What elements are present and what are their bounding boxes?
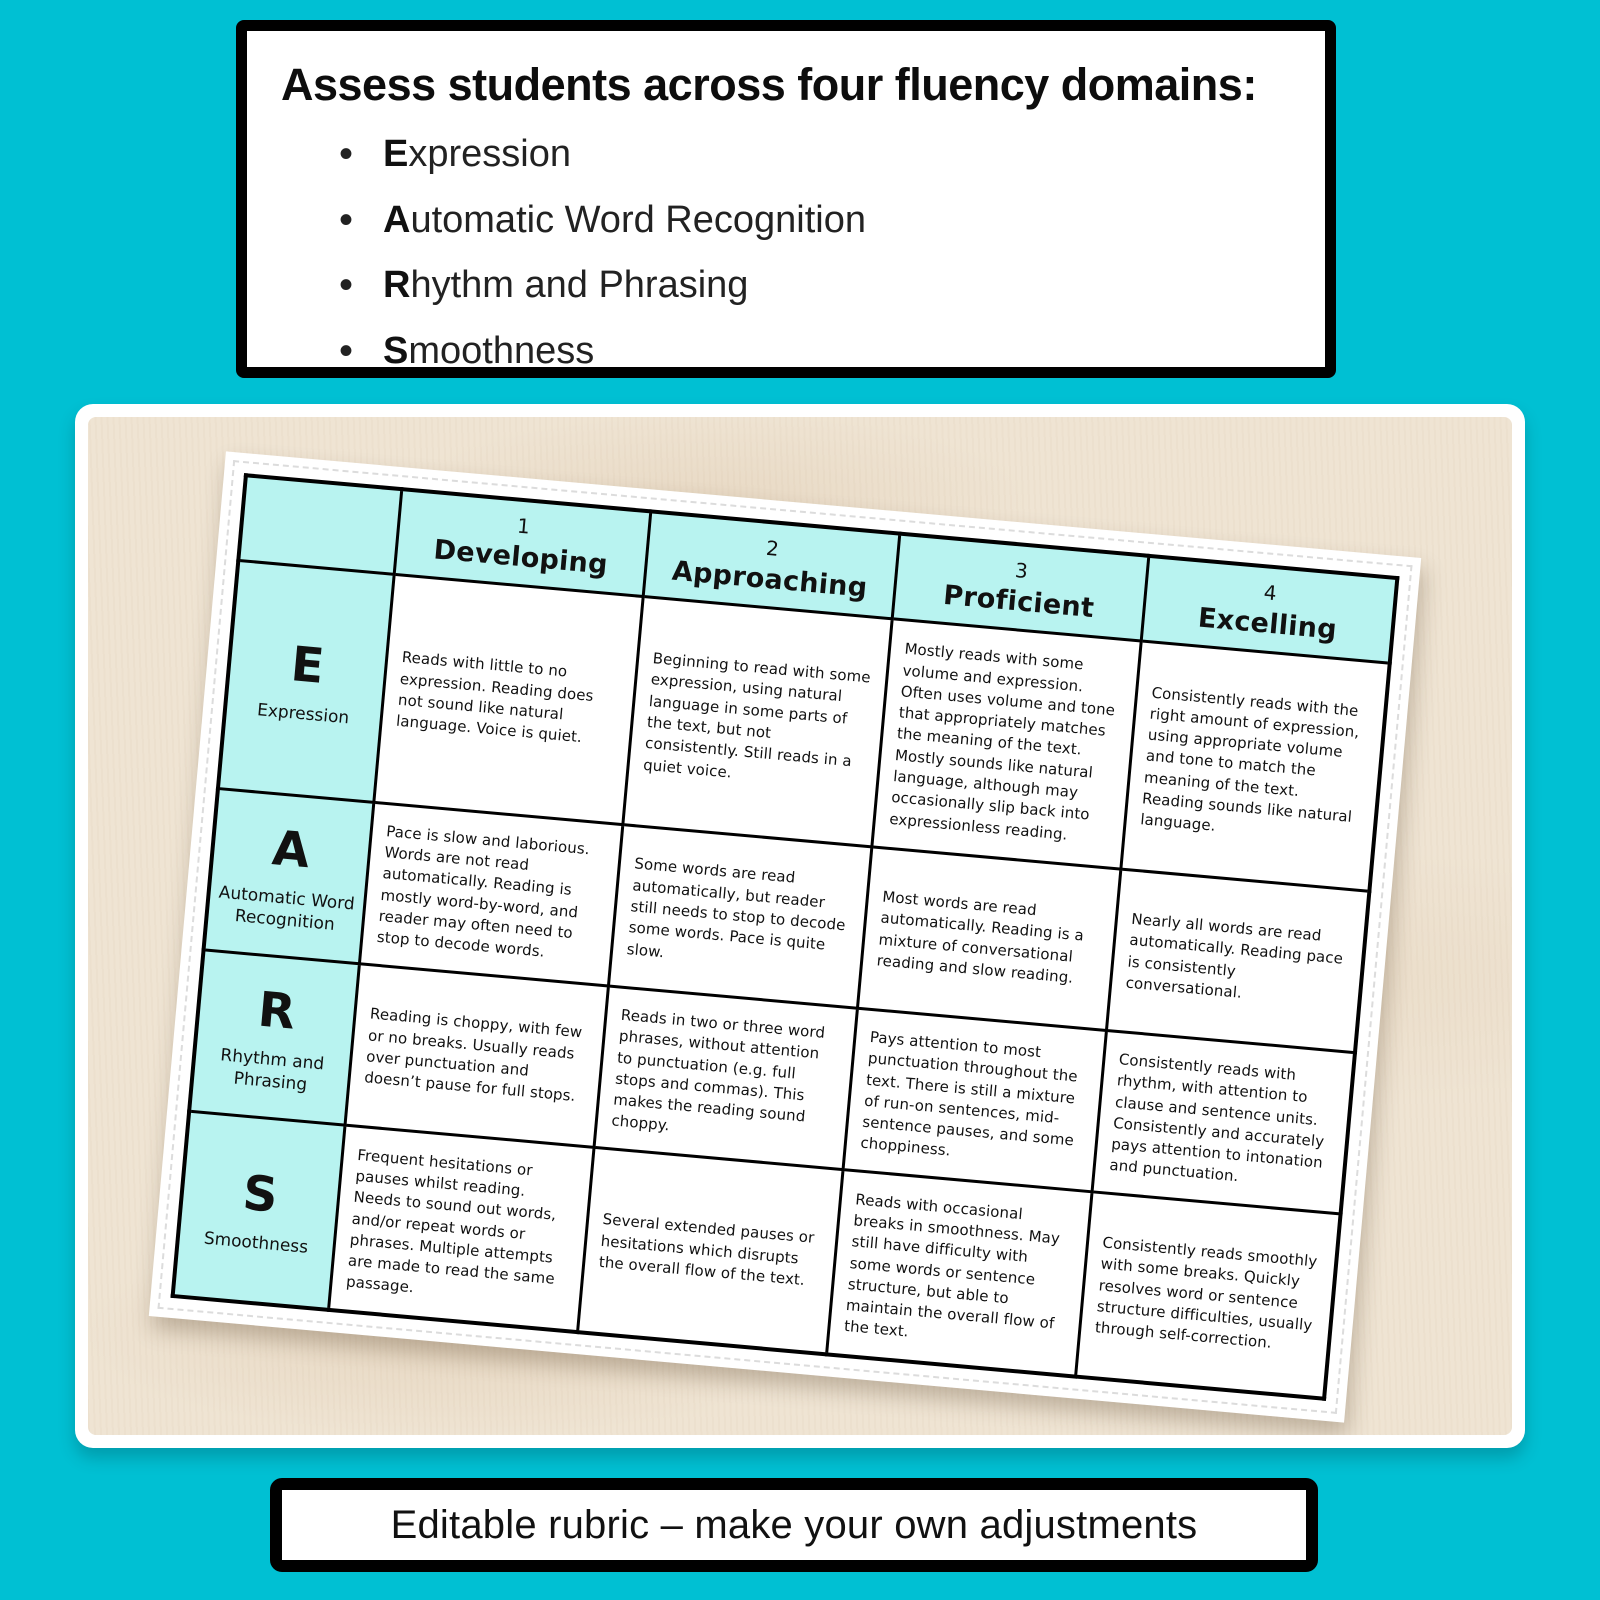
bullet-rest-text: xpression [408, 133, 571, 175]
bullet-lead-letter: R [383, 264, 411, 306]
row-label: Automatic Word Recognition [217, 882, 356, 935]
cell-rhythm-proficient: Pays attention to most punctuation throughout the text. There is still a mixture of run-on sentences, mid-sentence pauses, and some choppiness. [843, 1008, 1106, 1192]
cell-expression-proficient: Mostly reads with some volume and expression. Often uses volume and tone that appropriately matches the meaning of the text. Mostly sounds like natural language, although may occasionally slip back into expressionless reading. [871, 619, 1140, 869]
row-letter: E [288, 636, 327, 695]
rubric-photo-frame [75, 404, 1525, 1448]
level-number: 1 [516, 513, 531, 539]
row-label: Smoothness [202, 1228, 309, 1258]
row-letter: A [270, 819, 313, 879]
editable-rubric-callout [270, 1478, 1318, 1572]
cell-smoothness-developing: Frequent hesitations or pauses whilst reading. Needs to sound out words, and/or repeat words or phrases. Multiple attempts are made to read the same passage. [328, 1126, 593, 1333]
list-item-smoothness [339, 328, 1291, 376]
cell-awr-proficient: Most words are read automatically. Reading is a mixture of conversational reading and slow reading. [857, 847, 1120, 1031]
bullet-lead-letter: E [383, 133, 409, 175]
fluency-rubric-table [170, 473, 1399, 1401]
level-number: 4 [1262, 579, 1278, 605]
row-header-automatic-word-recognition [204, 789, 374, 964]
cell-smoothness-excelling: Consistently reads smoothly with some breaks. Quickly resolves word or sentence structure difficulties, usually through self-correction. [1075, 1192, 1340, 1399]
level-number: 3 [1014, 557, 1029, 583]
cell-rhythm-developing: Reading is choppy, with few or no breaks. Usually reads over punctuation and doesn’t pause for full stops. [345, 964, 608, 1148]
rubric-paper [149, 451, 1421, 1422]
fluency-domains-list [281, 131, 1291, 375]
bullet-rest-text: hythm and Phrasing [410, 264, 749, 306]
bullet-rest-text: utomatic Word Recognition [410, 198, 866, 241]
cell-awr-approaching: Some words are read automatically, but reader still needs to stop to decode some words. Pace is quite slow. [608, 825, 871, 1009]
cell-rhythm-approaching: Reads in two or three word phrases, without attention to punctuation (e.g. full stops and commas). This makes the reading sound choppy. [594, 986, 857, 1170]
callout-title: Assess students across four fluency domains: [281, 59, 1257, 110]
rubric-corner-cell [238, 475, 401, 574]
wooden-desk-background [88, 417, 1512, 1435]
list-item-automatic-word-recognition [339, 197, 1291, 245]
row-letter: S [240, 1165, 281, 1224]
fluency-domains-callout [236, 20, 1336, 378]
cell-rhythm-excelling: Consistently reads with rhythm, with attention to clause and sentence units. Consistently and accurately pays attention to intonation and punctuation. [1092, 1031, 1355, 1215]
row-letter: R [255, 981, 298, 1041]
list-item-rhythm-and-phrasing [339, 262, 1291, 310]
bullet-lead-letter: A [383, 198, 411, 241]
cell-expression-excelling: Consistently reads with the right amount of expression, using appropriate volume and tone to match the meaning of the text. Reading sounds like natural language. [1120, 641, 1389, 891]
row-header-smoothness [173, 1112, 345, 1310]
cell-expression-developing: Reads with little to no expression. Reading does not sound like natural language. Voice is quiet. [373, 574, 642, 824]
editable-rubric-text: Editable rubric – make your own adjustments [390, 1502, 1198, 1547]
row-header-expression [218, 560, 394, 802]
level-name: Developing [432, 533, 610, 581]
cell-expression-approaching: Beginning to read with some expression, using natural language in some parts of the text, but not consistently. Still reads in a quiet voice. [622, 597, 891, 847]
level-name: Approaching [670, 555, 869, 604]
cell-smoothness-approaching: Several extended pauses or hesitations which disrupts the overall flow of the text. [577, 1148, 842, 1355]
cell-awr-developing: Pace is slow and laborious. Words are not read automatically. Reading is mostly word-by-word, and reader may often need to stop to decode words. [359, 802, 622, 986]
row-label: Rhythm and Phrasing [219, 1045, 326, 1095]
level-number: 2 [765, 535, 780, 561]
level-name: Excelling [1196, 602, 1339, 646]
bullet-lead-letter: S [383, 329, 409, 372]
row-label: Expression [256, 700, 351, 729]
cell-smoothness-proficient: Reads with occasional breaks in smoothness. May still have difficulty with some words or sentence structure, but able to maintain the overall flow of the text. [826, 1170, 1091, 1377]
bullet-rest-text: moothness [408, 329, 595, 372]
row-header-rhythm-and-phrasing [189, 950, 359, 1125]
cell-awr-excelling: Nearly all words are read automatically. Reading pace is consistently conversational. [1106, 869, 1369, 1053]
list-item-expression [339, 131, 1291, 179]
level-name: Proficient [942, 579, 1096, 624]
